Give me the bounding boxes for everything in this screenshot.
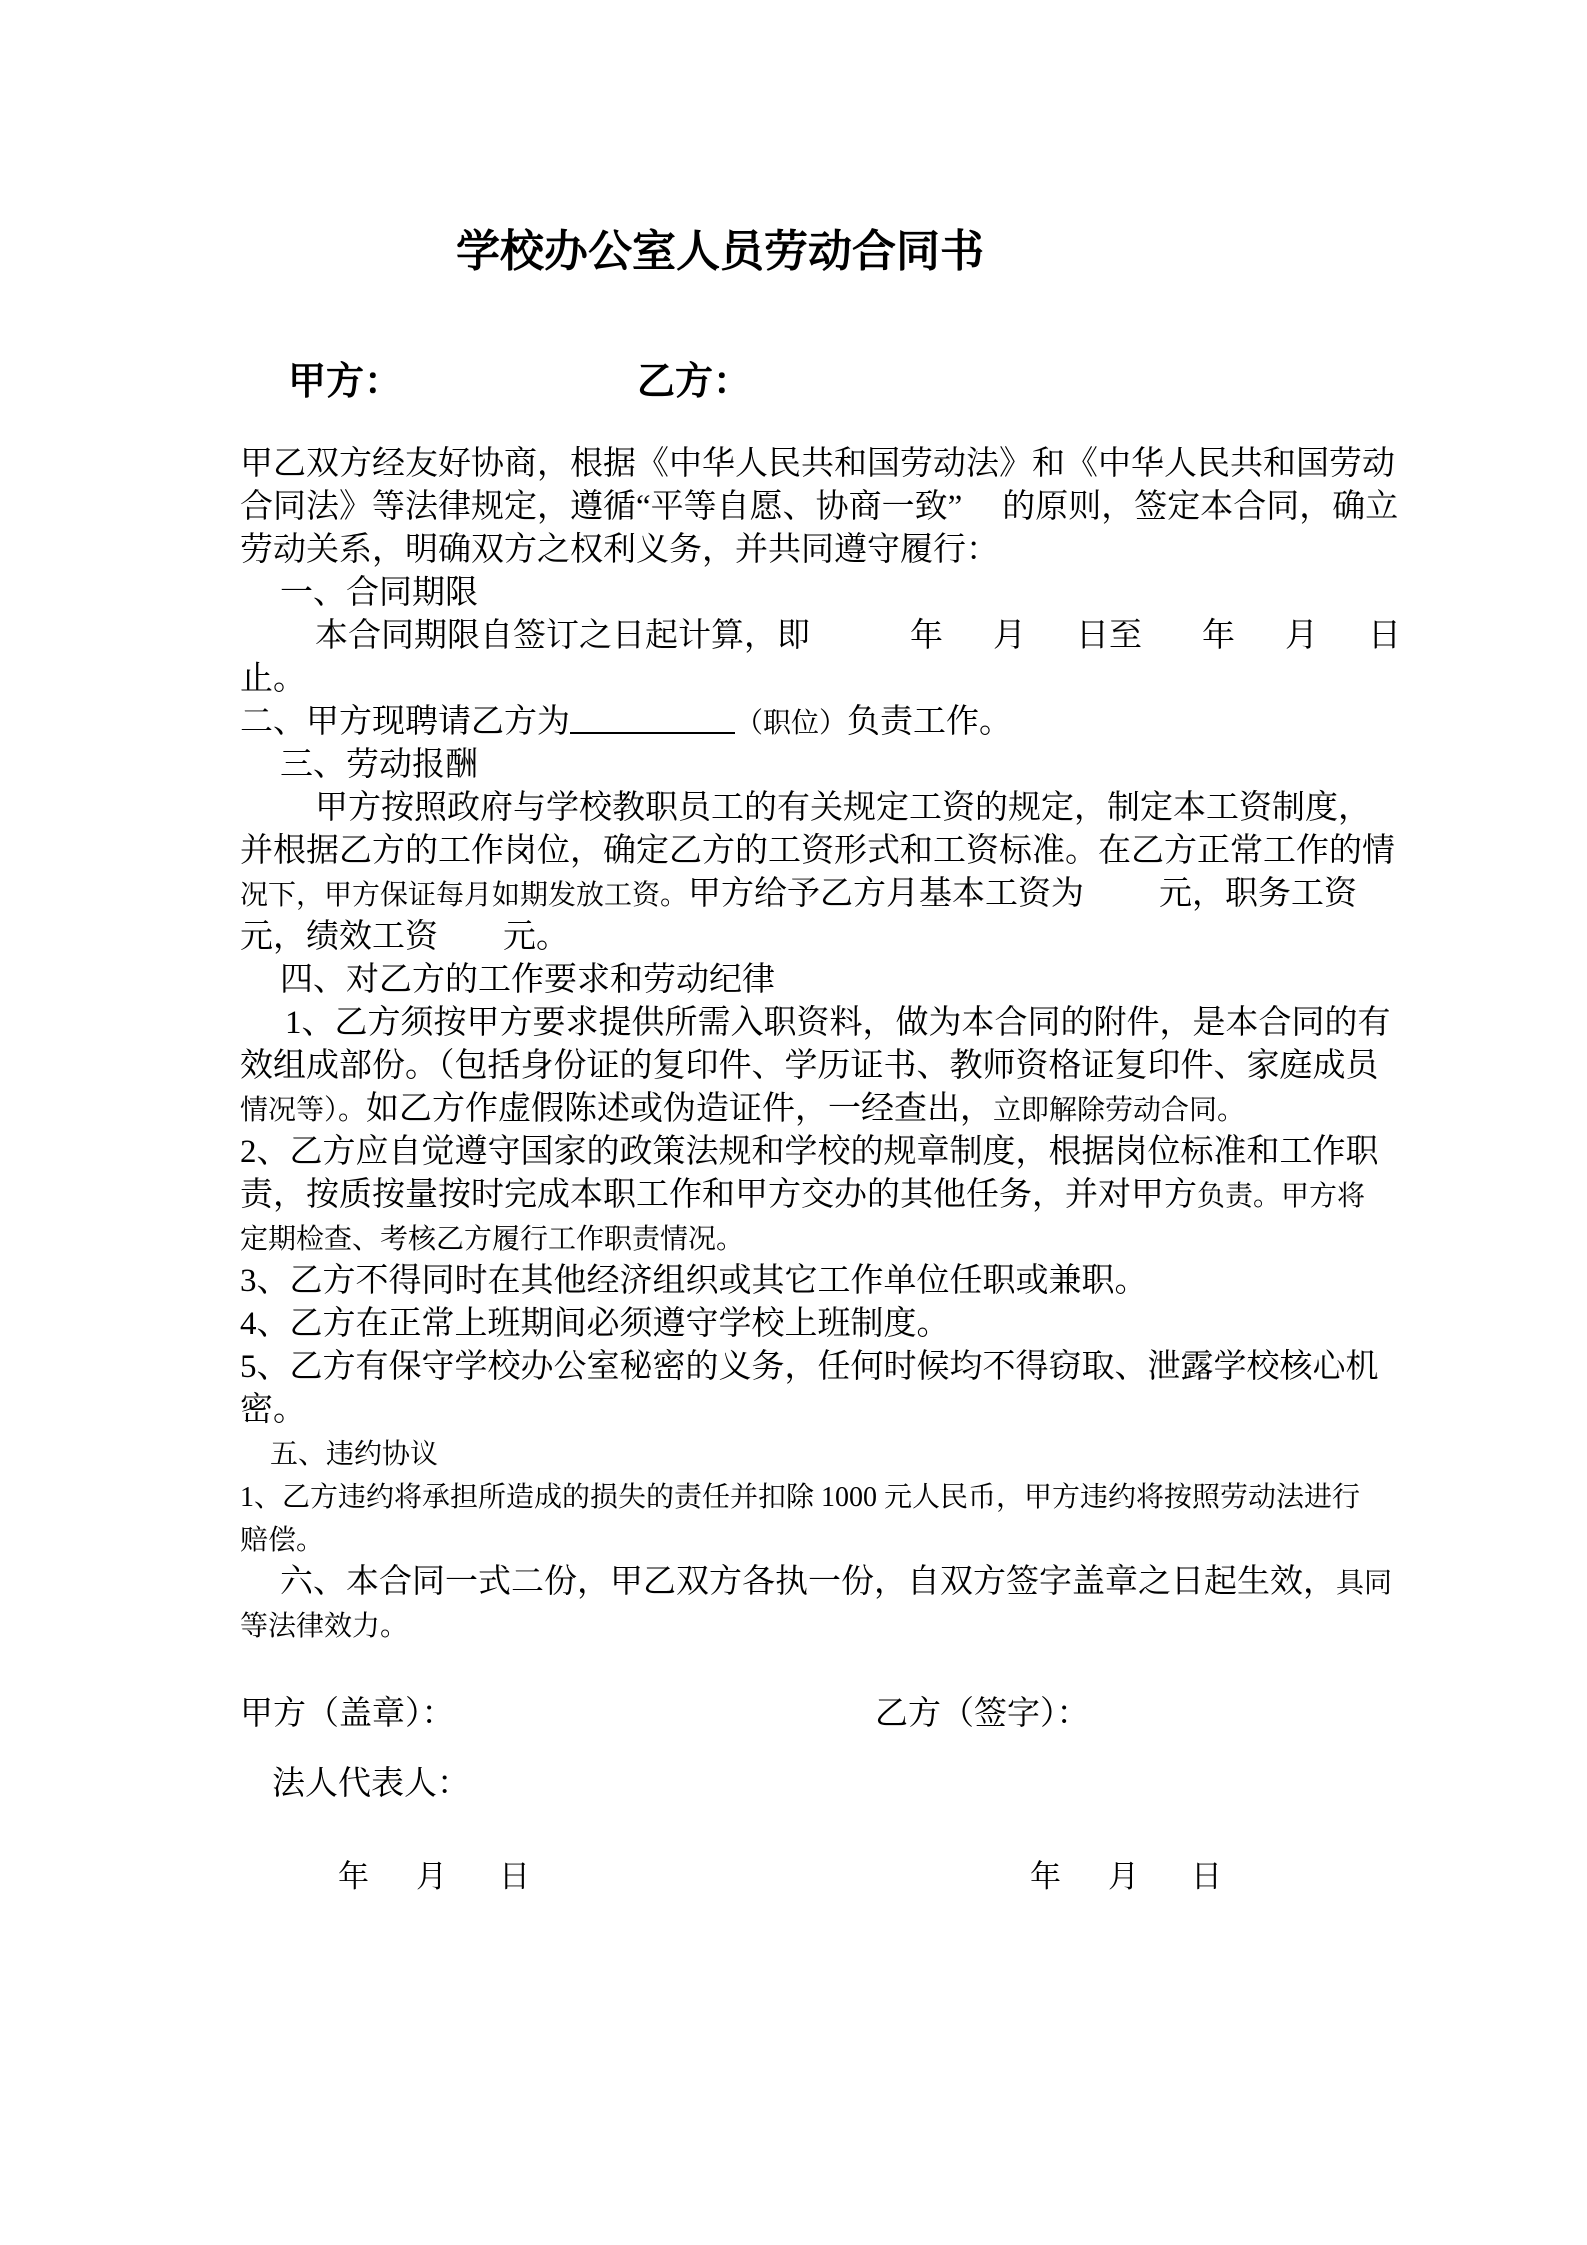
blank-space bbox=[810, 645, 910, 646]
contract-line bbox=[240, 1131, 1500, 1174]
text-segment: 六、本合同一式二份，甲乙双方各执一份，自双方签字盖章之日起生效， bbox=[280, 1564, 1336, 1600]
blank-space bbox=[1139, 1886, 1191, 1887]
date-line-party-a bbox=[338, 1856, 530, 1898]
text-segment: 月 bbox=[1285, 618, 1318, 654]
text-segment: 赔偿。 bbox=[240, 1525, 325, 1556]
text-segment: 日 bbox=[1191, 1859, 1222, 1894]
contract-line bbox=[280, 959, 1500, 1002]
date-line-party-b bbox=[1030, 1856, 1222, 1898]
party-a-label: 甲方： bbox=[288, 361, 403, 403]
text-segment: 密。 bbox=[240, 1392, 306, 1428]
text-segment: 具同 bbox=[1336, 1568, 1393, 1599]
contract-line bbox=[280, 1561, 1500, 1604]
text-segment: 效组成部份。（包括身份证的复印件、学历证书、教师资格证复印件、家庭成员 bbox=[240, 1048, 1379, 1084]
contract-line bbox=[240, 1045, 1500, 1088]
party-a-blank[interactable] bbox=[402, 393, 637, 394]
text-segment: 如乙方作虚假陈述或伪造证件，一经查出， bbox=[366, 1091, 994, 1127]
text-segment: 5、乙方有保守学校办公室秘密的义务，任何时候均不得窃取、泄露学校核心机 bbox=[240, 1349, 1379, 1385]
blank-space bbox=[1318, 645, 1368, 646]
blank-space bbox=[962, 516, 1002, 517]
text-segment: 元，绩效工资 bbox=[240, 919, 438, 955]
text-segment: 年 bbox=[1030, 1859, 1061, 1894]
text-segment: 等法律效力。 bbox=[240, 1611, 409, 1642]
text-segment: 元。 bbox=[503, 919, 569, 955]
text-segment: 本合同期限自签订之日起计算，即 bbox=[315, 618, 810, 654]
text-segment: 况下，甲方保证每月如期发放工资。 bbox=[240, 880, 689, 911]
text-segment: 情况等）。 bbox=[240, 1095, 367, 1126]
blank-space bbox=[1235, 645, 1285, 646]
text-segment: 元，职务工资 bbox=[1159, 876, 1358, 912]
text-segment: 日 bbox=[499, 1859, 530, 1894]
contract-line bbox=[315, 787, 1500, 830]
fill-in-blank[interactable] bbox=[570, 702, 735, 734]
text-segment: 责，按质按量按时完成本职工作和甲方交办的其他任务，并对甲方 bbox=[240, 1177, 1197, 1213]
text-segment: 劳动关系，明确双方之权利义务，并共同遵守履行： bbox=[240, 532, 999, 568]
text-segment: 一、合同期限 bbox=[280, 575, 478, 611]
parties-row bbox=[288, 358, 751, 406]
contract-line bbox=[240, 916, 1500, 959]
text-segment: （职位） bbox=[735, 708, 848, 739]
contract-line bbox=[240, 658, 1500, 701]
text-segment: 年 bbox=[1202, 618, 1235, 654]
blank-space bbox=[1084, 903, 1159, 904]
contract-line bbox=[240, 1604, 1500, 1647]
blank-space bbox=[369, 1886, 416, 1887]
blank-space bbox=[447, 1886, 499, 1887]
text-segment: 4、乙方在正常上班期间必须遵守学校上班制度。 bbox=[240, 1306, 950, 1342]
contract-line bbox=[280, 744, 1500, 787]
text-segment: 月 bbox=[993, 618, 1026, 654]
text-segment: 日 bbox=[1368, 618, 1401, 654]
blank-space bbox=[1061, 1886, 1108, 1887]
text-segment: 月 bbox=[416, 1859, 447, 1894]
text-segment: 负责。甲方将 bbox=[1197, 1181, 1366, 1212]
contract-body bbox=[240, 443, 1500, 1647]
contract-line bbox=[240, 1174, 1500, 1217]
signature-row bbox=[0, 1693, 1587, 1736]
contract-line bbox=[240, 486, 1500, 529]
contract-line bbox=[240, 1303, 1500, 1346]
contract-line bbox=[240, 830, 1500, 873]
text-segment: 二、甲方现聘请乙方为 bbox=[240, 704, 570, 740]
blank-space bbox=[1026, 645, 1076, 646]
text-segment: 止。 bbox=[240, 661, 306, 697]
document-title: 学校办公室人员劳动合同书 bbox=[456, 227, 984, 276]
contract-line bbox=[240, 701, 1500, 744]
text-segment: 四、对乙方的工作要求和劳动纪律 bbox=[280, 962, 775, 998]
text-segment: 年 bbox=[910, 618, 943, 654]
text-segment: 负责工作。 bbox=[847, 704, 1013, 740]
text-segment: 立即解除劳动合同。 bbox=[993, 1095, 1246, 1126]
text-segment: 3、乙方不得同时在其他经济组织或其它工作单位任职或兼职。 bbox=[240, 1263, 1148, 1299]
party-b-label: 乙方： bbox=[637, 361, 752, 403]
text-segment: 三、劳动报酬 bbox=[280, 747, 478, 783]
text-segment: 的原则，签定本合同，确立 bbox=[1002, 489, 1399, 525]
contract-line bbox=[280, 572, 1500, 615]
text-segment: 五、违约协议 bbox=[270, 1439, 439, 1470]
text-segment: 并根据乙方的工作岗位，确定乙方的工资形式和工资标准。在乙方正常工作的情 bbox=[240, 833, 1395, 869]
text-segment: 2、乙方应自觉遵守国家的政策法规和学校的规章制度，根据岗位标准和工作职 bbox=[240, 1134, 1379, 1170]
text-segment: 定期检查、考核乙方履行工作职责情况。 bbox=[240, 1224, 745, 1255]
text-segment: 日至 bbox=[1076, 618, 1142, 654]
blank-space bbox=[943, 645, 993, 646]
blank-space bbox=[1142, 645, 1202, 646]
contract-line bbox=[240, 1260, 1500, 1303]
party-a-seal-label: 甲方（盖章）： bbox=[240, 1696, 455, 1732]
text-segment: 甲方按照政府与学校教职员工的有关规定工资的规定，制定本工资制度， bbox=[315, 790, 1371, 826]
contract-line bbox=[240, 1346, 1500, 1389]
party-b-sign-label: 乙方（签字）： bbox=[875, 1696, 1090, 1732]
contract-line bbox=[240, 1217, 1500, 1260]
text-segment: 1、乙方须按甲方要求提供所需入职资料，做为本合同的附件，是本合同的有 bbox=[285, 1005, 1391, 1041]
contract-line bbox=[240, 529, 1500, 572]
contract-line bbox=[285, 1002, 1500, 1045]
contract-line bbox=[240, 873, 1500, 916]
contract-line bbox=[240, 1475, 1500, 1518]
text-segment: 1、乙方违约将承担所造成的损失的责任并扣除 1000 元人民币，甲方违约将按照劳动法进行 bbox=[240, 1482, 1361, 1513]
blank-space bbox=[438, 946, 503, 947]
text-segment: 甲方给予乙方月基本工资为 bbox=[688, 876, 1085, 912]
text-segment: 年 bbox=[338, 1859, 369, 1894]
text-segment: 合同法》等法律规定，遵循“平等自愿、协商一致” bbox=[240, 489, 963, 525]
text-segment: 月 bbox=[1108, 1859, 1139, 1894]
contract-line bbox=[240, 1088, 1500, 1131]
contract-line bbox=[270, 1432, 1500, 1475]
contract-line bbox=[240, 443, 1500, 486]
text-segment: 甲乙双方经友好协商，根据《中华人民共和国劳动法》和《中华人民共和国劳动 bbox=[240, 446, 1395, 482]
contract-line bbox=[240, 1389, 1500, 1432]
contract-line bbox=[315, 615, 1500, 658]
contract-line bbox=[240, 1518, 1500, 1561]
legal-representative-label: 法人代表人： bbox=[272, 1766, 470, 1802]
